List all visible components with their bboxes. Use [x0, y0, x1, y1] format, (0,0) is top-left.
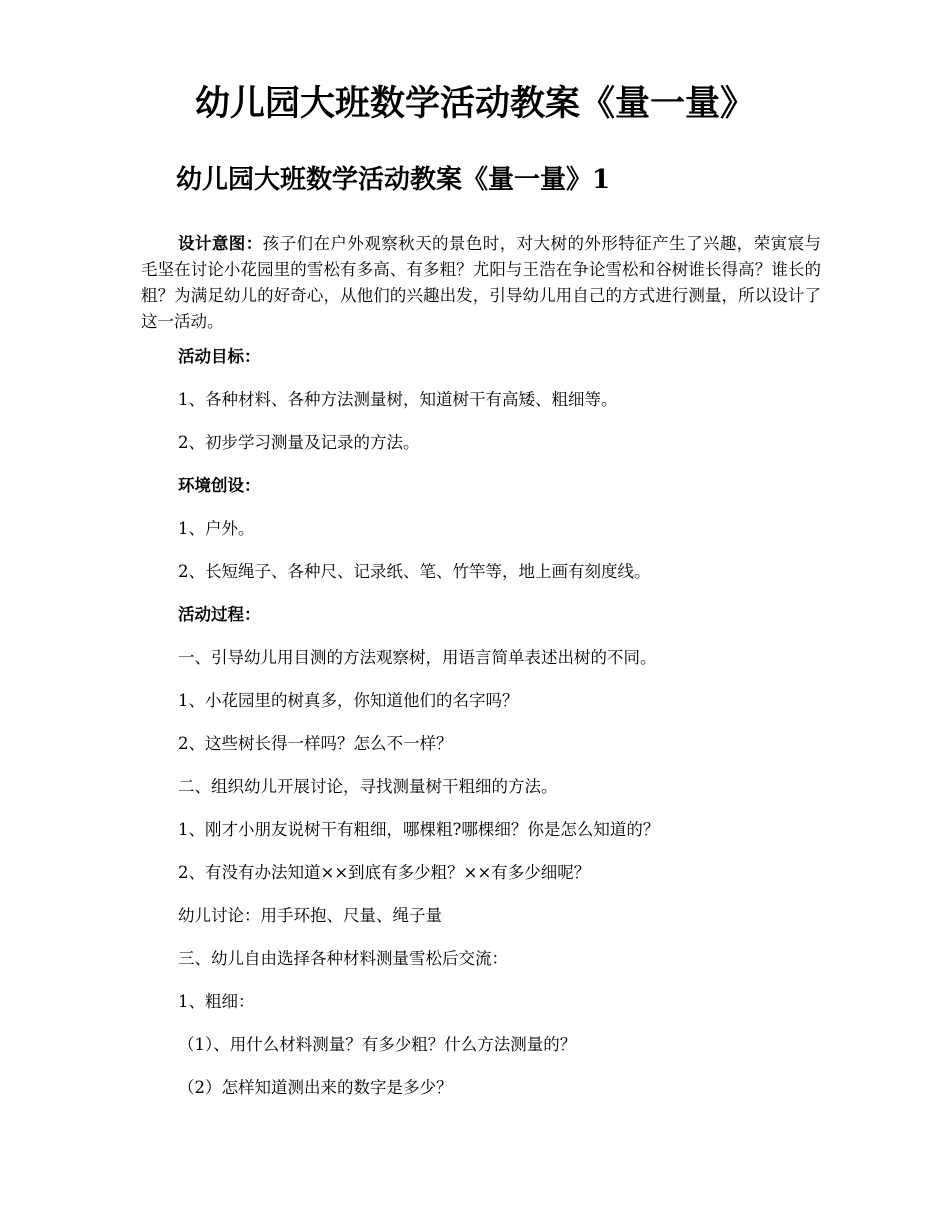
process-step-1: 一、引导幼儿用目测的方法观察树，用语言简单表述出树的不同。	[178, 648, 657, 667]
process-step-3-sub-1: （1）、用什么材料测量？有多少粗？什么方法测量的？	[178, 1035, 577, 1054]
document-title: 幼儿园大班数学活动教案《量一量》	[194, 83, 755, 124]
heading-goals: 活动目标：	[178, 347, 261, 366]
heading-process: 活动过程：	[178, 605, 261, 624]
environment-item-2: 2、长短绳子、各种尺、记录纸、笔、竹竿等，地上画有刻度线。	[178, 562, 651, 581]
intro-label: 设计意图：	[178, 234, 263, 253]
heading-environment: 环境创设：	[178, 476, 261, 495]
process-step-1-item-1: 1、小花园里的树真多，你知道他们的名字吗？	[178, 691, 519, 710]
process-step-2-item-1: 1、刚才小朋友说树干有粗细，哪棵粗?哪棵细？你是怎么知道的？	[178, 820, 660, 839]
goal-item-2: 2、初步学习测量及记录的方法。	[178, 433, 420, 452]
intro-paragraph	[141, 231, 821, 335]
section-heading: 幼儿园大班数学活动教案《量一量》1	[176, 165, 611, 195]
goal-item-1: 1、各种材料、各种方法测量树，知道树干有高矮、粗细等。	[178, 390, 618, 409]
process-step-3-item-1: 1、粗细：	[178, 992, 255, 1011]
process-step-3-sub-2: （2）怎样知道测出来的数字是多少？	[178, 1078, 453, 1097]
intro-text: 孩子们在户外观察秋天的景色时，对大树的外形特征产生了兴趣，荣寅宸与毛坚在讨论小花园里的雪松有多高、有多粗？尤阳与王浩在争论雪松和谷树谁长得高？谁长的粗？为满足幼儿的好奇心，从他们的兴趣出发，引导幼儿用自己的方式进行测量，所以设计了这一活动。	[141, 234, 822, 331]
process-step-3: 三、幼儿自由选择各种材料测量雪松后交流：	[178, 949, 508, 968]
process-step-2: 二、组织幼儿开展讨论，寻找测量树干粗细的方法。	[178, 777, 558, 796]
process-step-1-item-2: 2、这些树长得一样吗？怎么不一样？	[178, 734, 453, 753]
environment-item-1: 1、户外。	[178, 519, 255, 538]
discussion-line: 幼儿讨论：用手环抱、尺量、绳子量	[178, 906, 442, 925]
process-step-2-item-2: 2、有没有办法知道××到底有多少粗？××有多少细呢？	[178, 863, 591, 882]
